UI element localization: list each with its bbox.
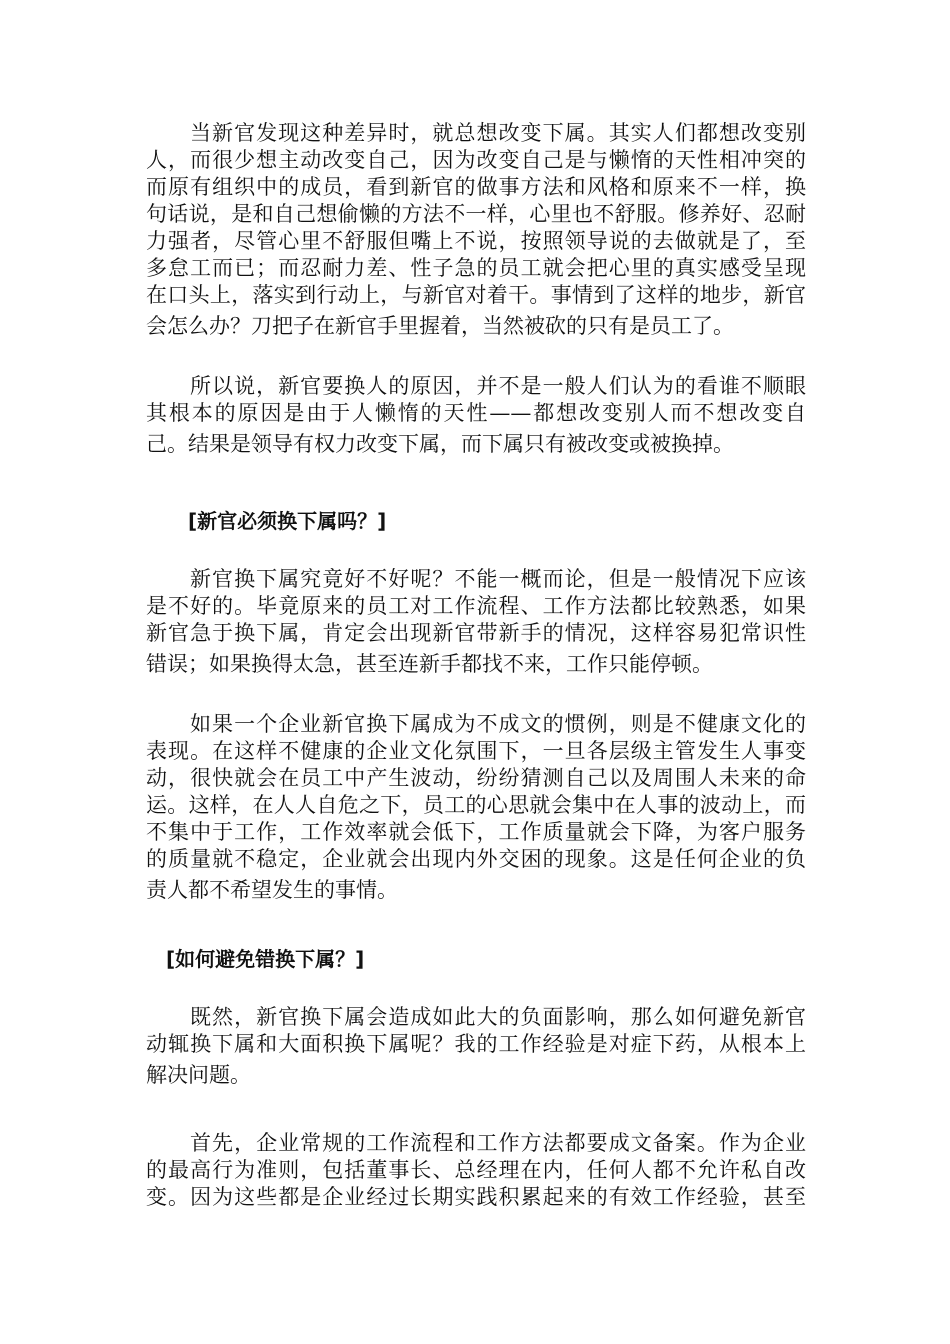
paragraph-1-line-3: 而原有组织中的成员，看到新官的做事方法和风格和原来不一样，换 [146,175,806,199]
paragraph-5-line-1: 既然，新官换下属会造成如此大的负面影响，那么如何避免新官 [190,1005,806,1029]
paragraph-4-line-5: 不集中于工作，工作效率就会低下，工作质量就会下降，为客户服务 [146,820,806,844]
paragraph-3-line-3: 新官急于换下属，肯定会出现新官带新手的情况，这样容易犯常识性 [146,621,806,645]
paragraph-2-line-1: 所以说，新官要换人的原因，并不是一般人们认为的看谁不顺眼 [190,374,806,398]
paragraph-1-line-4: 句话说，是和自己想偷懒的方法不一样，心里也不舒服。修养好、忍耐 [146,202,806,226]
paragraph-1-line-7: 在口头上，落实到行动上，与新官对着干。事情到了这样的地步，新官 [146,283,806,307]
paragraph-6-line-2: 的最高行为准则，包括董事长、总经理在内，任何人都不允许私自改 [146,1158,806,1182]
section-heading-1: [新官必须换下属吗？] [188,509,387,533]
paragraph-1-line-1: 当新官发现这种差异时，就总想改变下属。其实人们都想改变别 [190,121,806,145]
paragraph-4-line-4: 运。这样，在人人自危之下，员工的心思就会集中在人事的波动上，而 [146,793,806,817]
paragraph-5-line-2: 动辄换下属和大面积换下属呢？我的工作经验是对症下药，从根本上 [146,1032,806,1056]
paragraph-1-line-2: 人，而很少想主动改变自己，因为改变自己是与懒惰的天性相冲突的 [146,148,806,172]
paragraph-2-line-2: 其根本的原因是由于人懒惰的天性——都想改变别人而不想改变自 [146,401,806,425]
paragraph-1-line-6: 多怠工而已；而忍耐力差、性子急的员工就会把心里的真实感受呈现 [146,256,806,280]
paragraph-2-line-3: 己。结果是领导有权力改变下属，而下属只有被改变或被换掉。 [146,432,734,456]
paragraph-3-line-2: 是不好的。毕竟原来的员工对工作流程、工作方法都比较熟悉，如果 [146,594,806,618]
paragraph-5-line-3: 解决问题。 [146,1063,251,1087]
paragraph-4-line-7: 责人都不希望发生的事情。 [146,878,398,902]
paragraph-6-line-1: 首先，企业常规的工作流程和工作方法都要成文备案。作为企业 [190,1131,806,1155]
paragraph-3-line-1: 新官换下属究竟好不好呢？不能一概而论，但是一般情况下应该 [190,567,806,591]
paragraph-4-line-1: 如果一个企业新官换下属成为不成文的惯例，则是不健康文化的 [190,712,806,736]
paragraph-3-line-4: 错误；如果换得太急，甚至连新手都找不来，工作只能停顿。 [146,652,713,676]
paragraph-1-line-5: 力强者，尽管心里不舒服但嘴上不说，按照领导说的去做就是了，至 [146,229,806,253]
section-heading-2: [如何避免错换下属？] [166,947,365,971]
paragraph-1-line-8: 会怎么办？刀把子在新官手里握着，当然被砍的只有是员工了。 [146,314,734,338]
paragraph-4-line-2: 表现。在这样不健康的企业文化氛围下，一旦各层级主管发生人事变 [146,739,806,763]
paragraph-6-line-3: 变。因为这些都是企业经过长期实践积累起来的有效工作经验，甚至 [146,1185,806,1209]
paragraph-4-line-3: 动，很快就会在员工中产生波动，纷纷猜测自己以及周围人未来的命 [146,766,806,790]
paragraph-4-line-6: 的质量就不稳定，企业就会出现内外交困的现象。这是任何企业的负 [146,847,806,871]
